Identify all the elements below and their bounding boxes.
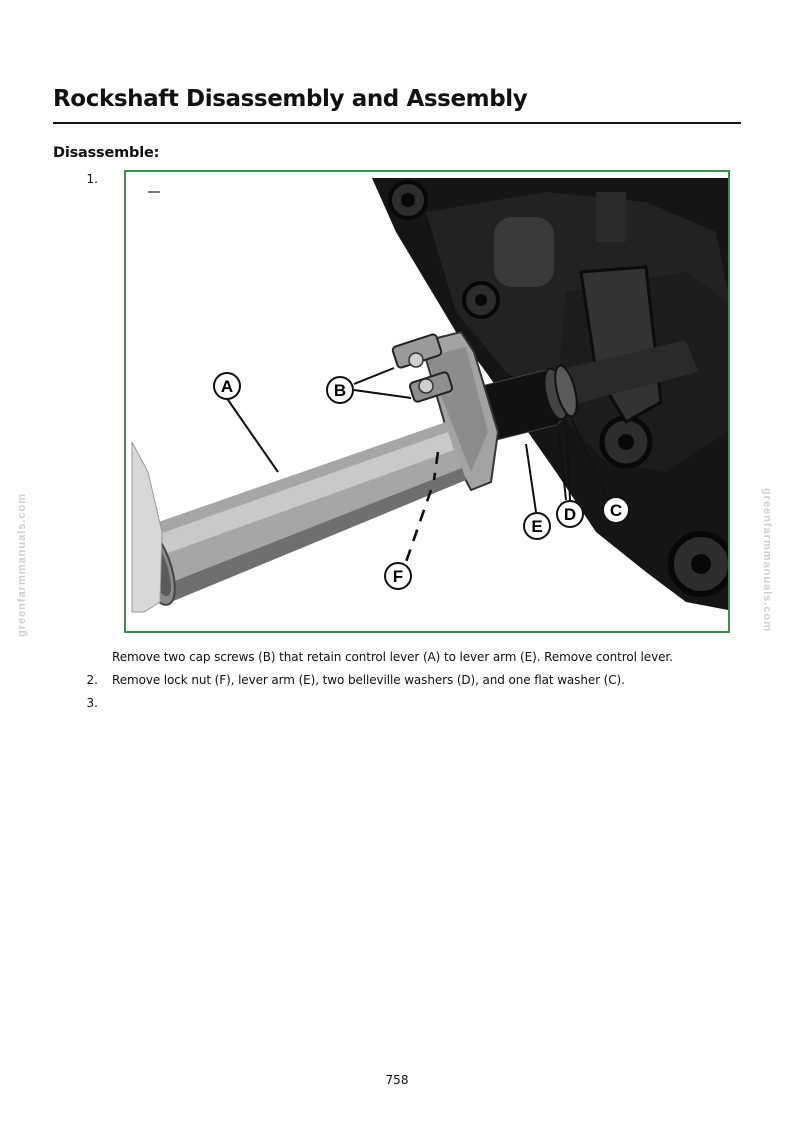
callout-a xyxy=(214,373,240,399)
callout-b xyxy=(327,377,353,403)
step-number: 2. xyxy=(86,673,98,687)
watermark-left: greenfarmmanuals.com xyxy=(16,492,28,638)
callout-c xyxy=(603,497,629,523)
rockshaft-figure xyxy=(124,170,730,633)
callout-e xyxy=(524,513,550,539)
callout-f xyxy=(385,563,411,589)
svg-text:E: E xyxy=(531,517,543,536)
svg-text:C: C xyxy=(609,501,623,520)
step-number: 3. xyxy=(86,696,98,710)
rockshaft-illustration xyxy=(126,172,728,631)
title-rule xyxy=(53,122,741,124)
svg-text:F: F xyxy=(392,567,404,586)
svg-text:A: A xyxy=(220,377,234,396)
page-title: Rockshaft Disassembly and Assembly xyxy=(53,86,528,112)
section-heading: Disassemble: xyxy=(53,145,160,161)
watermark-right: greenfarmmanuals.com xyxy=(761,487,773,633)
step-number: 1. xyxy=(86,172,98,186)
svg-text:B: B xyxy=(333,381,347,400)
step-text: Remove lock nut (F), lever arm (E), two belleville washers (D), and one flat washer (C). xyxy=(112,673,625,687)
page-number: 758 xyxy=(385,1073,409,1087)
step-text: Remove two cap screws (B) that retain control lever (A) to lever arm (E). Remove control lever. xyxy=(112,650,673,664)
svg-text:D: D xyxy=(563,505,577,524)
callout-d xyxy=(557,501,583,527)
